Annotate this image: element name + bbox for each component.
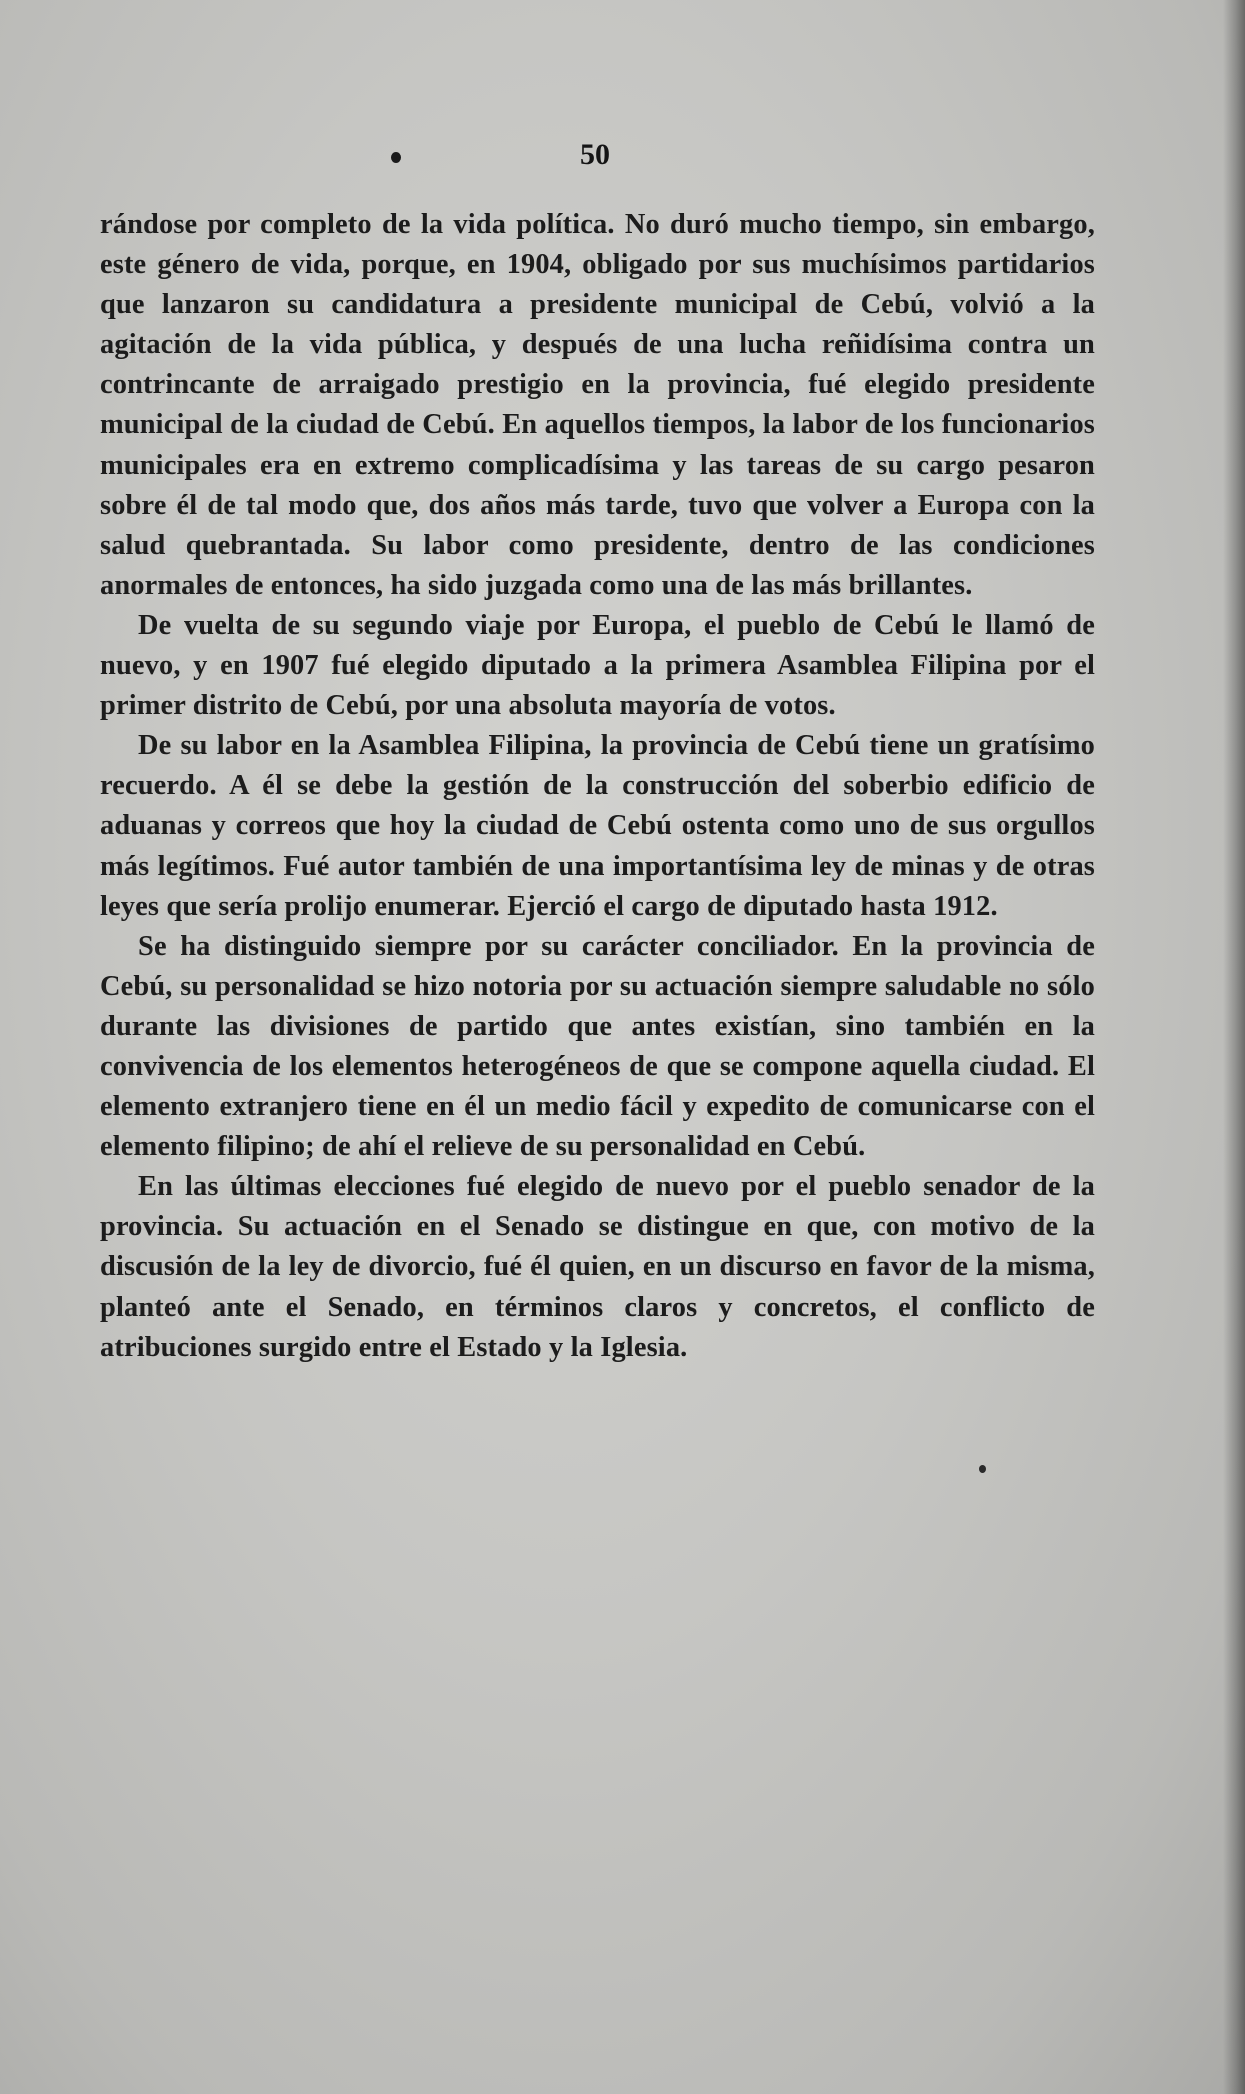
body-text [100,205,1095,1368]
page-number: 50 [580,138,610,171]
paragraph-1: rándose por completo de la vida política. No duró mucho tiempo, sin embargo, este género de vida, porque, en 1904, obligado por sus muchísimos partidarios que lanzaron su candidatura a presidente municipal de Cebú, volvió a la agitación de la vida pública, y después de una lucha reñidísima contra un contrincante de arraigado prestigio en la provincia, fué elegido presidente municipal de la ciudad de Cebú. En aquellos tiempos, la labor de los funcionarios municipales era en extremo complicadísima y las tareas de su cargo pesaron sobre él de tal modo que, dos años más tarde, tuvo que volver a Europa con la salud quebrantada. Su labor como presidente, dentro de las condiciones anormales de entonces, ha sido juzgada como una de las más brillantes. [100,209,1095,601]
paragraph-4: Se ha distinguido siempre por su carácter conciliador. En la provincia de Cebú, su personalidad se hizo notoria por su actuación siempre saludable no sólo durante las divisiones de partido que antes existían, sino también en la convivencia de los elementos heterogéneos de que se compone aquella ciudad. El elemento extranjero tiene en él un medio fácil y expedito de comunicarse con el elemento filipino; de ahí el relieve de su personalidad en Cebú. [100,930,1095,1163]
book-spine-shadow [1223,0,1245,2094]
paragraph-5: En las últimas elecciones fué elegido de nuevo por el pueblo senador de la provincia. Su actuación en el Senado se distingue en que, con motivo de la discusión de la ley de divorcio, fué él quien, en un discurso en favor de la misma, planteó ante el Senado, en términos claros y concretos, el conflicto de atribuciones surgido entre el Estado y la Iglesia. [100,1171,1095,1363]
paragraph-2: De vuelta de su segundo viaje por Europa, el pueblo de Cebú le llamó de nuevo, y en 1907 fué elegido diputado a la primera Asamblea Filipina por el primer distrito de Cebú, por una absoluta mayoría de votos. [100,609,1095,722]
ink-dot-mark [391,152,401,163]
ink-dot-mark-secondary [979,1465,986,1473]
paragraph-3: De su labor en la Asamblea Filipina, la provincia de Cebú tiene un gratísimo recuerdo. A él se debe la gestión de la construcción del soberbio edificio de aduanas y correos que hoy la ciudad de Cebú ostenta como uno de sus orgullos más legítimos. Fué autor también de una importantísima ley de minas y de otras leyes que sería prolijo enumerar. Ejerció el cargo de diputado hasta 1912. [100,730,1095,922]
